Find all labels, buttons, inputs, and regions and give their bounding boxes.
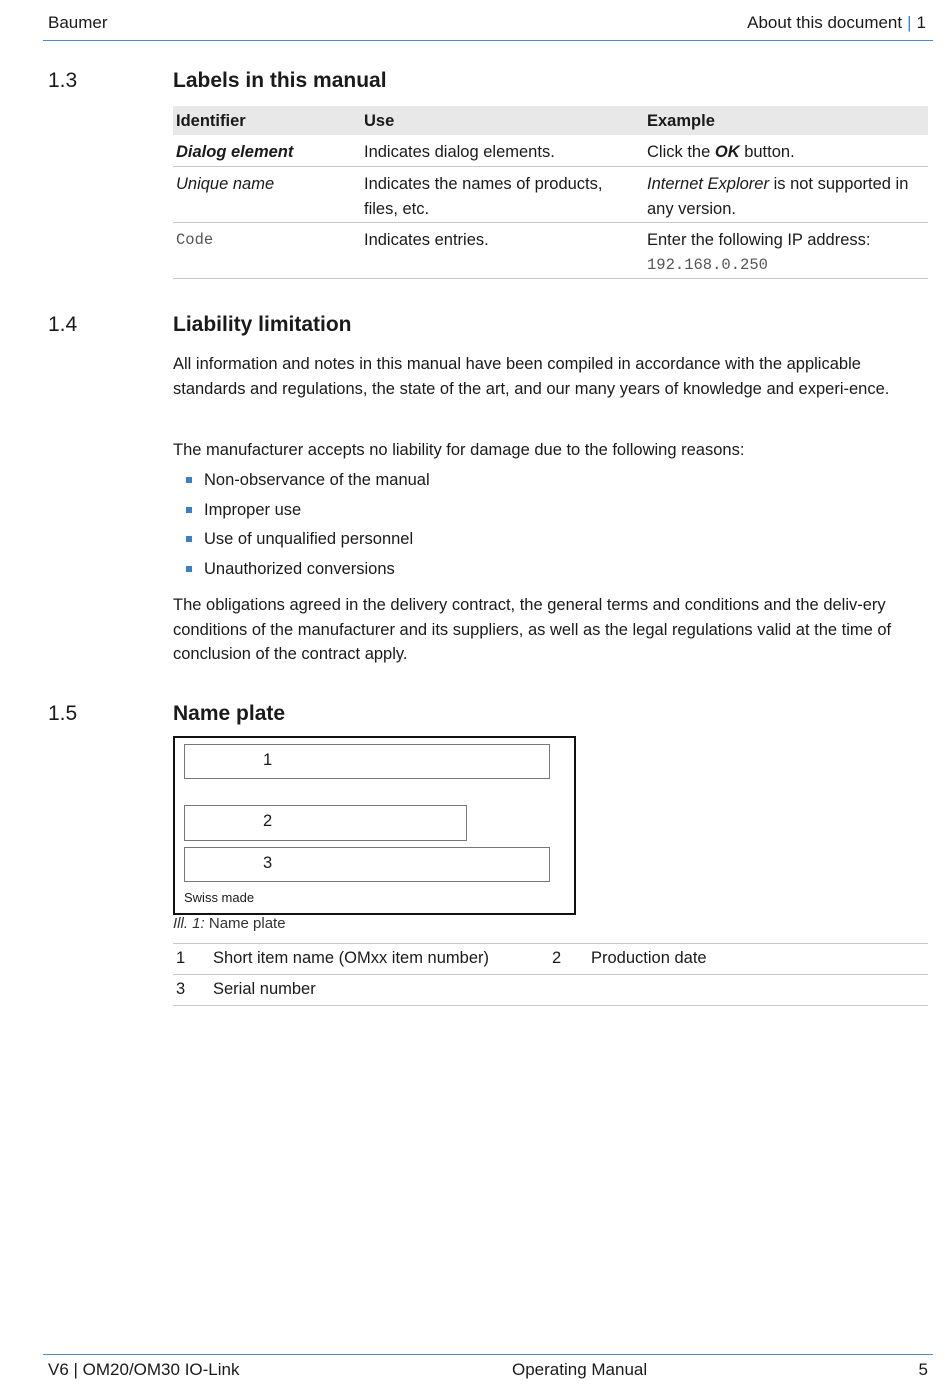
legend-text: Short item name (OMxx item number) bbox=[213, 949, 489, 967]
section-number: 1.4 bbox=[48, 313, 78, 336]
footer-version: V6 | OM20/OM30 IO-Link bbox=[48, 1360, 240, 1379]
legend-text: Serial number bbox=[213, 980, 316, 998]
table-row bbox=[173, 223, 928, 279]
table-row bbox=[173, 167, 928, 223]
section-title: Labels in this manual bbox=[173, 69, 387, 92]
section-number: 1.5 bbox=[48, 702, 78, 725]
table-cell-identifier: Code bbox=[176, 231, 214, 249]
header-chapter-number: 1 bbox=[916, 13, 926, 32]
legend-number: 3 bbox=[176, 980, 186, 998]
header-section bbox=[747, 13, 926, 33]
table-header-example: Example bbox=[647, 112, 715, 130]
table-header-use: Use bbox=[364, 112, 395, 130]
header-section-title: About this document bbox=[747, 13, 903, 32]
example-text: is not supported in any version. bbox=[647, 175, 909, 218]
paragraph: The obligations agreed in the delivery contract, the general terms and conditions and the deliv-ery conditions of the manufacturer and its suppliers, as well as the legal regulations valid at the time of conclusion of the contract apply. bbox=[173, 596, 892, 663]
figure-caption bbox=[173, 915, 286, 932]
caption-label: Ill. 1: bbox=[173, 915, 205, 932]
footer-page-number: 5 bbox=[918, 1360, 928, 1379]
table-cell-use: Indicates dialog elements. bbox=[364, 143, 555, 161]
legend-number: 2 bbox=[552, 949, 562, 967]
list-item: Non-observance of the manual bbox=[186, 468, 926, 498]
table-cell-use: Indicates entries. bbox=[364, 231, 489, 249]
example-text: Enter the following IP address: bbox=[647, 231, 871, 249]
footer-doc-type: Operating Manual bbox=[512, 1360, 648, 1379]
list-item: Improper use bbox=[186, 498, 926, 528]
legend-text: Production date bbox=[591, 949, 707, 967]
table-cell-identifier: Unique name bbox=[176, 175, 275, 193]
table-header-identifier: Identifier bbox=[176, 112, 246, 130]
section-number: 1.3 bbox=[48, 69, 78, 92]
example-text: Click the bbox=[647, 143, 715, 161]
example-product-name: Internet Explorer bbox=[647, 175, 769, 193]
paragraph: All information and notes in this manual have been compiled in accordance with the applicable standards and regulations, the state of the art, and our many years of knowledge and experi-ence. bbox=[173, 355, 890, 398]
section-title: Name plate bbox=[173, 702, 286, 725]
labels-table bbox=[173, 106, 928, 279]
plate-field-label: 1 bbox=[263, 751, 273, 769]
plate-swiss-made: Swiss made bbox=[184, 890, 255, 905]
footer-rule bbox=[43, 1354, 933, 1355]
example-text: button. bbox=[739, 143, 795, 161]
table-cell-example bbox=[647, 172, 928, 221]
header-rule bbox=[43, 40, 933, 41]
legend-row bbox=[173, 975, 928, 1006]
list-item: Unauthorized conversions bbox=[186, 557, 926, 587]
header-company: Baumer bbox=[48, 13, 108, 32]
example-ok-label: OK bbox=[714, 143, 740, 161]
plate-field-item-name bbox=[184, 744, 550, 779]
section-title: Liability limitation bbox=[173, 313, 352, 336]
paragraph: The manufacturer accepts no liability for damage due to the following reasons: bbox=[173, 441, 745, 459]
table-cell-use: Indicates the names of products, files, etc. bbox=[364, 175, 603, 218]
plate-field-production-date bbox=[184, 805, 467, 841]
plate-field-label: 2 bbox=[263, 812, 273, 830]
table-row bbox=[173, 135, 928, 167]
header-separator: | bbox=[907, 13, 912, 32]
plate-field-label: 3 bbox=[263, 854, 273, 872]
name-plate-legend bbox=[173, 943, 928, 1006]
table-cell-example bbox=[647, 228, 928, 277]
plate-field-serial-number bbox=[184, 847, 550, 882]
list-item: Use of unqualified personnel bbox=[186, 527, 926, 557]
table-cell-example bbox=[647, 140, 928, 165]
table-header-row bbox=[173, 106, 928, 135]
bullet-list bbox=[186, 468, 926, 586]
name-plate-diagram bbox=[173, 736, 576, 915]
legend-row bbox=[173, 943, 928, 975]
caption-text: Name plate bbox=[208, 915, 286, 932]
example-ip-address: 192.168.0.250 bbox=[647, 255, 768, 274]
legend-number: 1 bbox=[176, 949, 186, 967]
table-cell-identifier: Dialog element bbox=[176, 143, 294, 161]
